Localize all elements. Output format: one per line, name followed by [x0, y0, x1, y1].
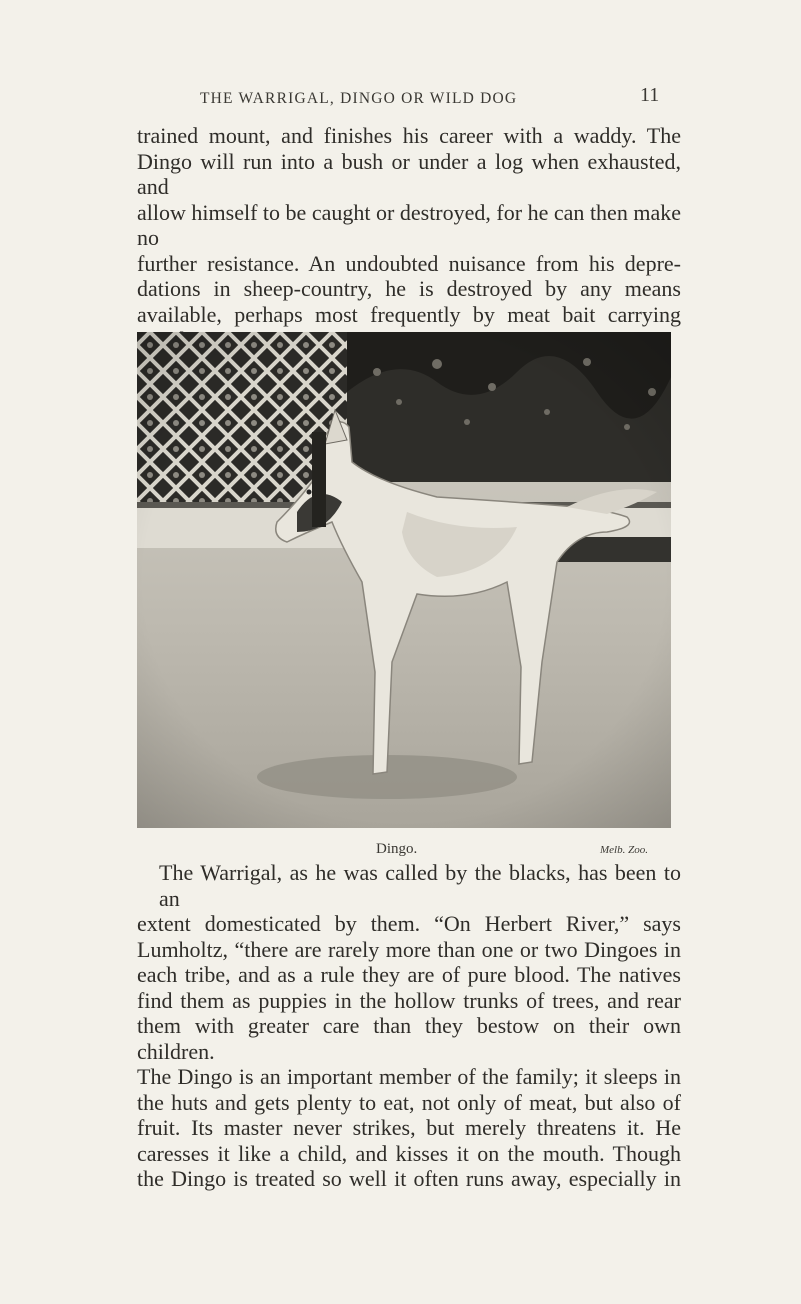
text-line: find them as puppies in the hollow trunks of trees, and rear — [137, 987, 681, 1013]
text-line: each tribe, and as a rule they are of pure blood. The natives — [137, 962, 681, 987]
text-line: trained mount, and finishes his career with a waddy. The — [137, 123, 681, 148]
running-head: THE WARRIGAL, DINGO OR WILD DOG — [200, 90, 518, 107]
text-line: allow himself to be caught or destroyed, for he can then make no — [137, 199, 681, 250]
text-line: fruit. Its master never strikes, but merely threatens it. He — [137, 1115, 681, 1140]
text-line: the Dingo is treated so well it often runs away, especially in — [137, 1166, 681, 1191]
text-line: further resistance. An undoubted nuisance from his depre- — [137, 250, 681, 276]
text-line: caresses it like a child, and kisses it on the mouth. Though — [137, 1140, 681, 1166]
text-line: the huts and gets plenty to eat, not only of meat, but also of — [137, 1089, 681, 1115]
text-line: extent domesticated by them. “On Herbert River,” says — [137, 911, 681, 936]
text-line: dations in sheep-country, he is destroyed by any means — [137, 276, 681, 301]
dingo-photograph — [137, 332, 671, 828]
text-line: The Warrigal, as he was called by the blacks, has been to an — [159, 860, 681, 911]
paragraph-top — [137, 123, 681, 353]
paragraph-bottom — [137, 860, 681, 1192]
text-line: them with greater care than they bestow on their own children. — [137, 1013, 681, 1064]
figure-caption: Dingo. — [376, 841, 418, 857]
text-line: available, perhaps most frequently by meat bait carrying — [137, 301, 681, 327]
text-line: Dingo will run into a bush or under a log when exhausted, and — [137, 148, 681, 199]
text-line: The Dingo is an important member of the family; it sleeps in — [137, 1064, 681, 1089]
text-line: Lumholtz, “there are rarely more than one or two Dingoes in — [137, 936, 681, 962]
figure-credit: Melb. Zoo. — [600, 844, 648, 856]
page-number: 11 — [640, 84, 660, 106]
